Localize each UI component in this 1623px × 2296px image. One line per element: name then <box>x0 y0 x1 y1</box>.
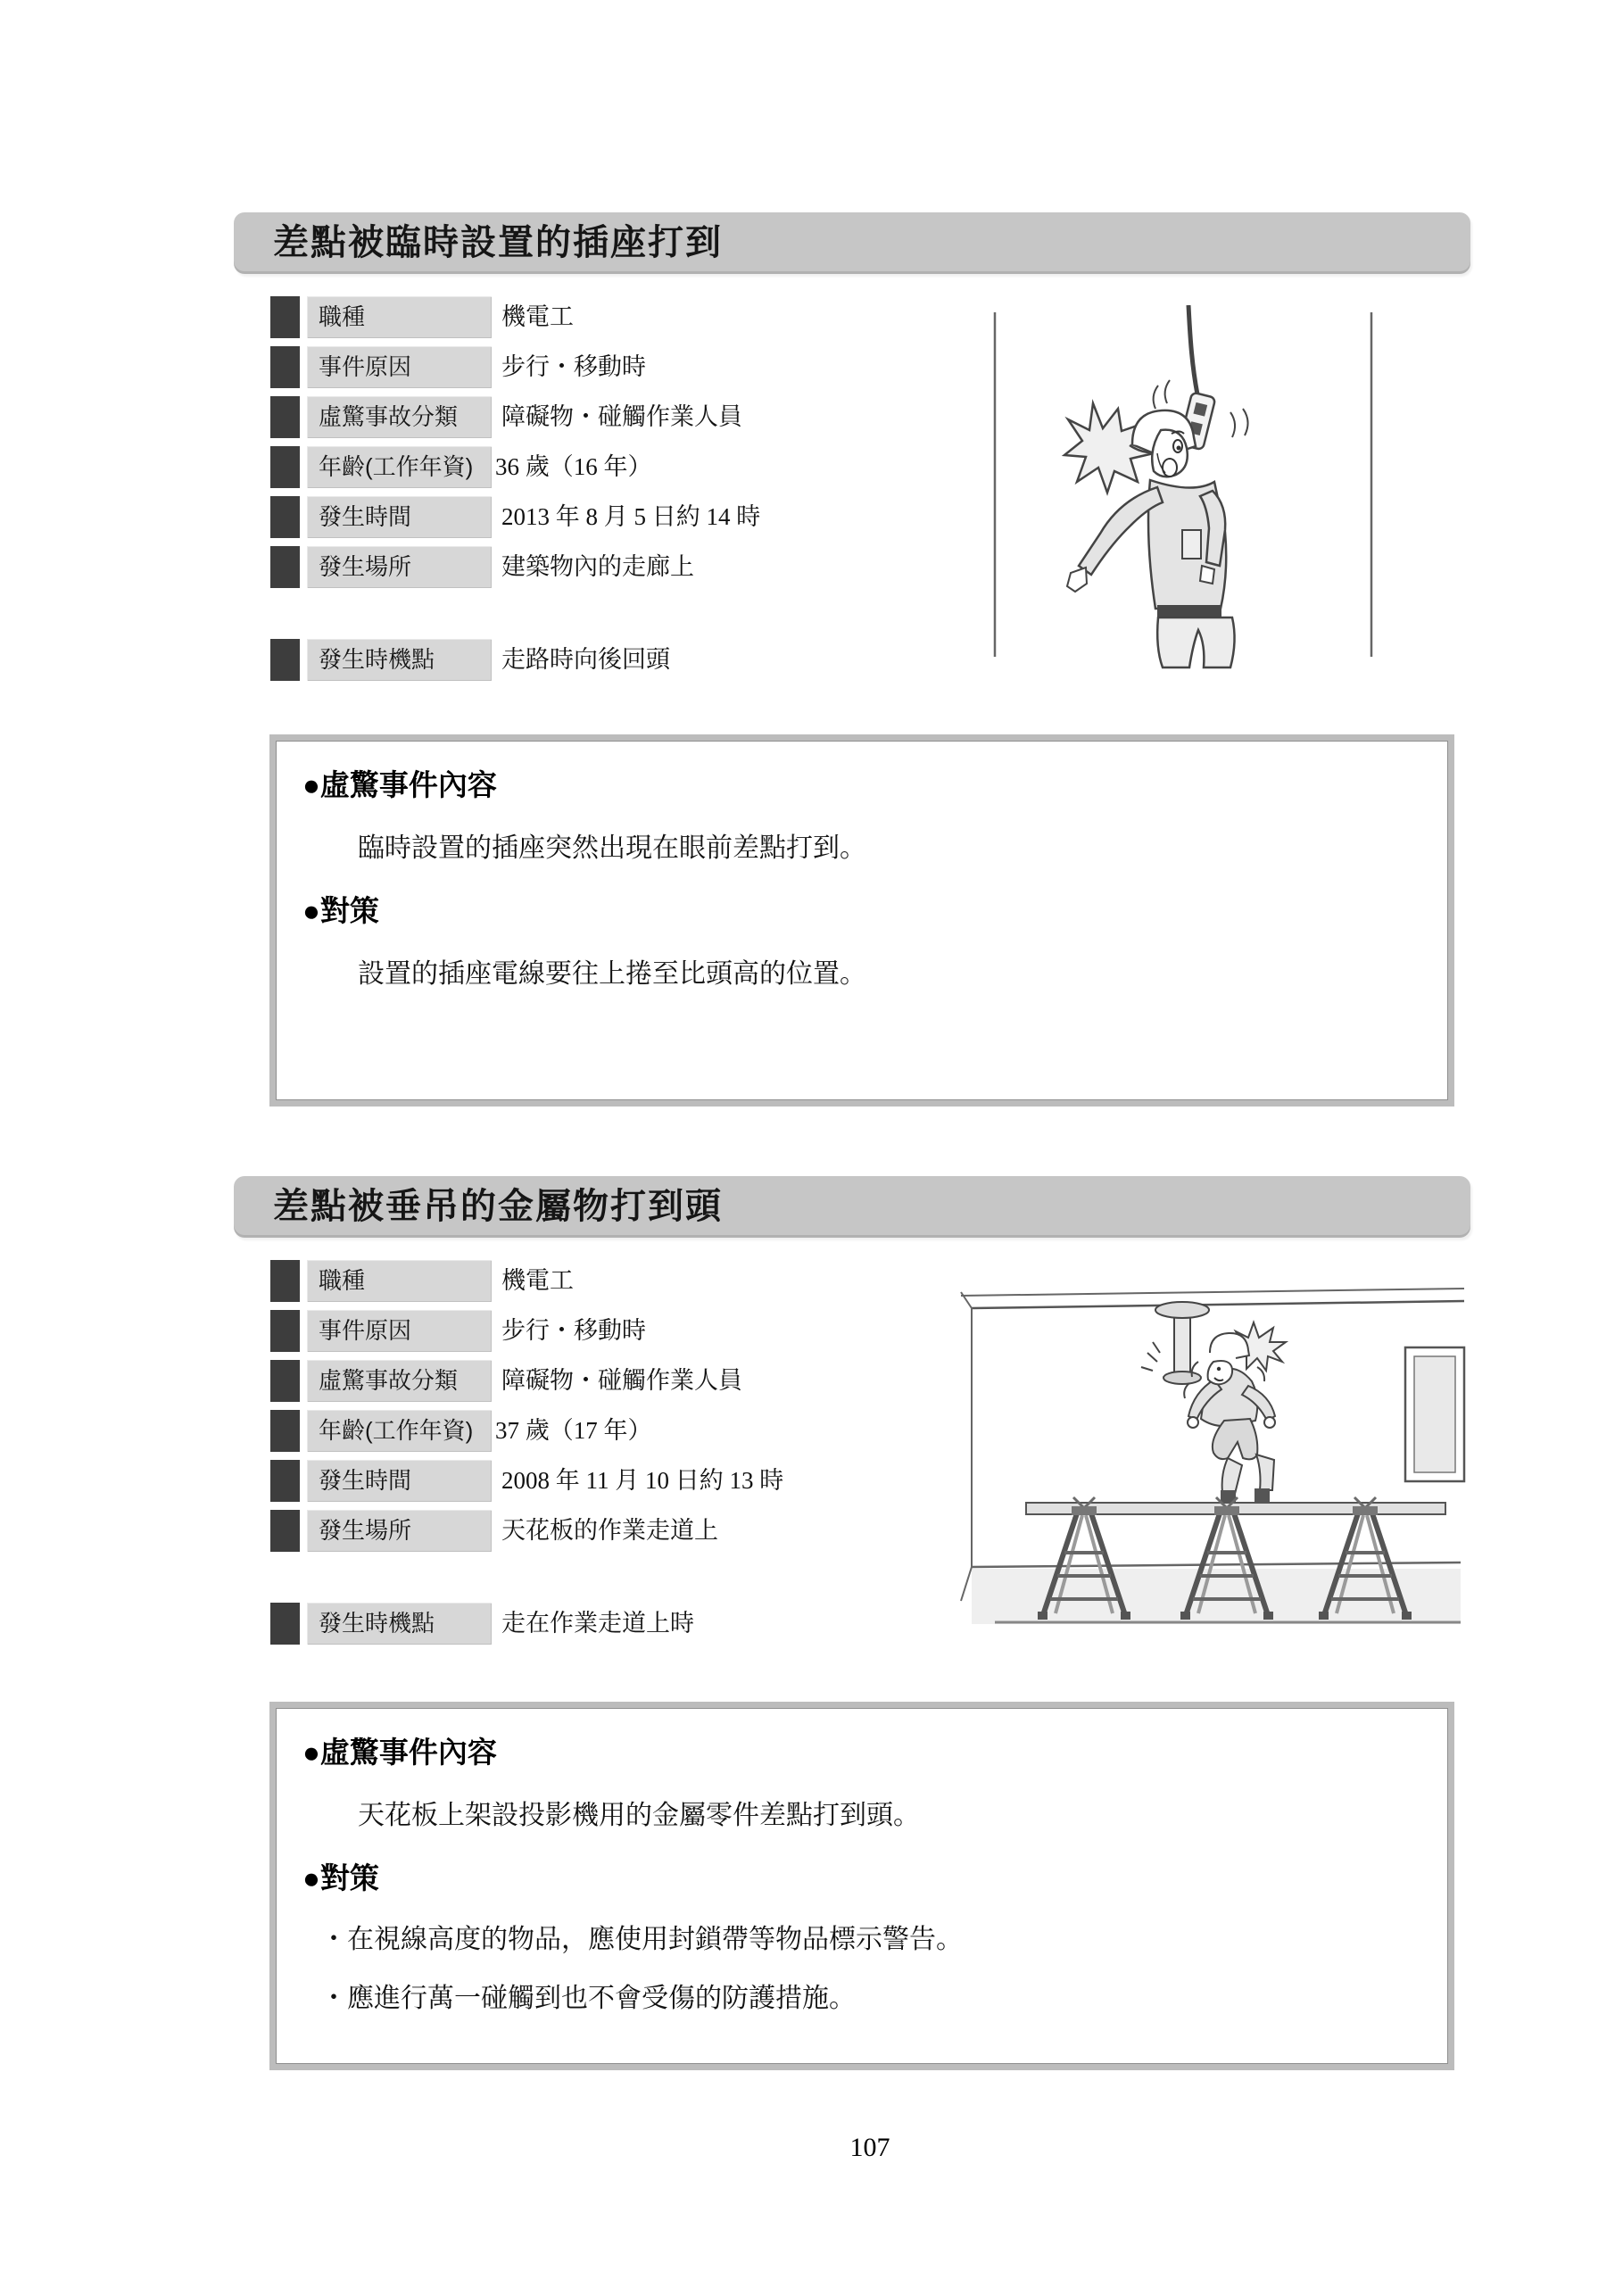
countermeasure-text: ・應進行萬一碰觸到也不會受傷的防護措施。 <box>320 1984 856 2013</box>
field-label: 事件原因 <box>319 1317 412 1344</box>
field-label: 虛驚事故分類 <box>319 403 459 430</box>
section-title: 差點被臨時設置的插座打到 <box>273 223 723 262</box>
field-label-box <box>307 1603 492 1645</box>
row-marker-square <box>270 1260 300 1302</box>
row-marker-square <box>270 296 300 338</box>
field-label-box <box>307 1510 492 1552</box>
field-value: 天花板的作業走道上 <box>501 1517 718 1544</box>
hanging-power-strip-illustration <box>968 305 1387 669</box>
room-walls <box>961 1289 1464 1624</box>
section-title-bar <box>234 1176 1470 1238</box>
row-marker-square <box>270 1603 300 1645</box>
field-label: 發生場所 <box>319 1517 412 1544</box>
field-label-box <box>307 1410 492 1452</box>
field-label-box <box>307 396 492 438</box>
field-value: 37 歲（17 年） <box>495 1417 652 1444</box>
ceiling-mount-walkway-illustration <box>959 1269 1472 1626</box>
field-value: 走路時向後回頭 <box>501 646 670 673</box>
row-marker-square <box>270 1460 300 1502</box>
field-value: 2008 年 11 月 10 日約 13 時 <box>501 1467 784 1494</box>
field-label: 虛驚事故分類 <box>319 1367 459 1394</box>
field-label: 發生場所 <box>319 553 412 580</box>
row-marker-square <box>270 396 300 438</box>
field-label-box <box>307 1460 492 1502</box>
page-number: 107 <box>849 2133 890 2162</box>
field-label-box <box>307 296 492 338</box>
incident-content-heading: ●虛驚事件內容 <box>302 768 497 801</box>
field-label: 發生時間 <box>319 1467 412 1494</box>
field-label-box <box>307 639 492 681</box>
countermeasure-heading: ●對策 <box>302 894 379 927</box>
incident-detail-box <box>269 1702 1454 2070</box>
field-value: 走在作業走道上時 <box>501 1610 694 1637</box>
section-title-bar <box>234 212 1470 274</box>
field-value: 步行・移動時 <box>501 353 646 380</box>
field-value: 機電工 <box>501 303 574 330</box>
countermeasure-text: 設置的插座電線要往上捲至比頭高的位置。 <box>358 959 866 989</box>
field-label-box <box>307 446 492 488</box>
field-label: 發生時機點 <box>319 1610 435 1637</box>
field-label-box <box>307 1310 492 1352</box>
section-title: 差點被垂吊的金屬物打到頭 <box>273 1187 723 1226</box>
field-label: 事件原因 <box>319 353 412 380</box>
incident-detail-box <box>269 734 1454 1107</box>
row-marker-square <box>270 546 300 588</box>
row-marker-square <box>270 1360 300 1402</box>
row-marker-square <box>270 446 300 488</box>
incident-content-heading: ●虛驚事件內容 <box>302 1736 497 1769</box>
row-marker-square <box>270 1310 300 1352</box>
field-value: 障礙物・碰觸作業人員 <box>501 1367 742 1394</box>
countermeasure-heading: ●對策 <box>302 1861 379 1894</box>
row-marker-square <box>270 496 300 538</box>
window <box>1405 1347 1464 1481</box>
field-label-box <box>307 1260 492 1302</box>
field-label-box <box>307 346 492 388</box>
field-label-box <box>307 496 492 538</box>
field-value: 建築物內的走廊上 <box>501 553 694 580</box>
field-value: 步行・移動時 <box>501 1317 646 1344</box>
field-label: 年齡(工作年資) <box>319 453 474 480</box>
field-label: 職種 <box>319 303 366 330</box>
incident-content-text: 臨時設置的插座突然出現在眼前差點打到。 <box>358 833 866 863</box>
row-marker-square <box>270 346 300 388</box>
row-marker-square <box>270 1510 300 1552</box>
field-value: 機電工 <box>501 1267 574 1294</box>
impact-starburst <box>1064 403 1154 493</box>
field-label: 職種 <box>319 1267 366 1294</box>
field-value: 2013 年 8 月 5 日約 14 時 <box>501 503 761 530</box>
row-marker-square <box>270 639 300 681</box>
field-label: 年齡(工作年資) <box>319 1417 474 1444</box>
ceiling-mount-pole <box>1141 1302 1209 1384</box>
row-marker-square <box>270 1410 300 1452</box>
countermeasure-text: ・在視線高度的物品，應使用封鎖帶等物品標示警告。 <box>320 1925 963 1954</box>
field-label: 發生時間 <box>319 503 412 530</box>
field-label-box <box>307 1360 492 1402</box>
incident-content-text: 天花板上架設投影機用的金屬零件差點打到頭。 <box>358 1801 920 1830</box>
field-label: 發生時機點 <box>319 646 435 673</box>
field-label-box <box>307 546 492 588</box>
field-value: 36 歲（16 年） <box>495 453 652 480</box>
field-value: 障礙物・碰觸作業人員 <box>501 403 742 430</box>
